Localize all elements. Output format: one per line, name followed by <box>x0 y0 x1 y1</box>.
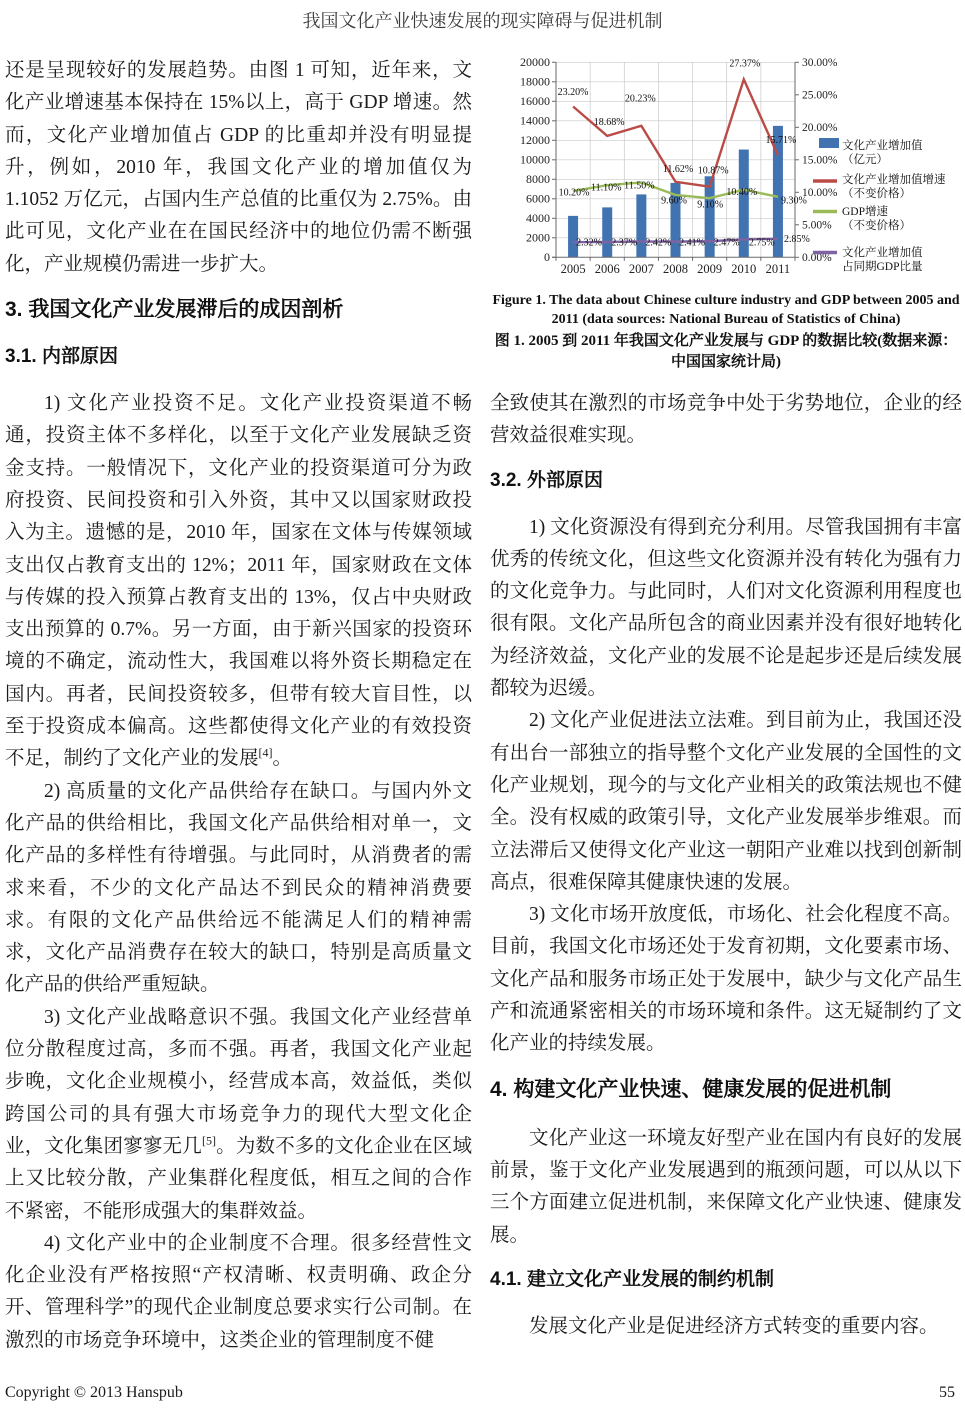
subsection-heading-4-1: 4.1. 建立文化产业发展的制约机制 <box>490 1268 774 1290</box>
svg-text:10.00%: 10.00% <box>802 187 838 200</box>
paragraph-text: 1) 文化产业投资不足。文化产业投资渠道不畅通，投资主体不多样化，以至于文化产业发展缺乏资金支持。一般情况下，文化产业的投资渠道可分为政府投资、民间投资和引入外资，其中又以国家财政投入为主。遗憾的是，2010 年，国家在文体与传媒领域支出仅占教育支出的 12%；2011 年，国家财政在文体与传媒的投入预算占教育支出的 13%，仅占中央财政支出预算的 0.7%。另一方面，由于新兴国家的投资环境的不确定，流动性大，我国难以将外资长期稳定在国内。再者，民间投资较多，但带有较大盲目性，以至于投资成本偏高。这些都使得文化产业的有效投资不足，制约了文化产业的发展 <box>5 393 472 770</box>
page-footer <box>5 1384 955 1402</box>
paragraph-item-4: 4) 文化产业中的企业制度不合理。很多经营性文化企业没有严格按照“产权清晰、权责明确、政企分开、管理科学”的现代企业制度总要求实行公司制。在激烈的市场竞争环境中，这类企业的管理制度不健 <box>5 1232 472 1351</box>
paragraph-item-2: 2) 文化产业促进法立法难。到目前为止，我国还没有出台一部独立的指导整个文化产业发展的全国性的文化产业规划，现今的与文化产业相关的政策法规也不健全。没有权威的政策引导，文化产业发展举步维艰。而立法滞后又使得文化产业这一朝阳产业难以找到创新制高点，很难保障其健康快速的发展。 <box>490 710 962 893</box>
page-number: 55 <box>939 1384 955 1401</box>
svg-text:10.20%: 10.20% <box>558 187 590 199</box>
two-column-body <box>0 55 965 1357</box>
svg-text:2.75%: 2.75% <box>748 237 775 249</box>
svg-text:文化产业增加值: 文化产业增加值 <box>842 247 923 259</box>
section-heading-3: 3. 我国文化产业发展滞后的成因剖析 <box>5 298 344 322</box>
svg-text:11.50%: 11.50% <box>624 180 655 192</box>
svg-text:2.47%: 2.47% <box>713 237 740 249</box>
citation-ref-5: [5] <box>201 1133 216 1148</box>
svg-text:25.00%: 25.00% <box>802 89 838 102</box>
svg-text:2.85%: 2.85% <box>784 233 810 245</box>
svg-text:2009: 2009 <box>697 262 723 276</box>
subsection-heading-3-1: 3.1. 内部原因 <box>5 346 118 368</box>
svg-text:占同期GDP比量: 占同期GDP比量 <box>842 261 923 273</box>
svg-text:11.62%: 11.62% <box>662 163 694 175</box>
svg-text:18000: 18000 <box>520 74 550 89</box>
svg-text:5.00%: 5.00% <box>802 219 832 232</box>
paragraph-item-3: 3) 文化市场开放度低，市场化、社会化程度不高。目前，我国文化市场还处于发育初期，文化要素市场、文化产品和服务市场正处于发展中，缺少与文化产品生产和流通紧密相关的市场环境和条件。这无疑制约了文化产业的持续发展。 <box>490 904 962 1055</box>
svg-text:14000: 14000 <box>520 113 550 128</box>
svg-text:9.30%: 9.30% <box>781 195 807 207</box>
copyright-notice: Copyright © 2013 Hanspub <box>5 1384 183 1401</box>
section-heading-4: 4. 构建文化产业快速、健康发展的促进机制 <box>490 1077 892 1101</box>
svg-text:23.20%: 23.20% <box>557 87 589 98</box>
svg-text:GDP增速: GDP增速 <box>842 206 889 218</box>
svg-text:27.37%: 27.37% <box>729 58 761 70</box>
paragraph-item-3 <box>5 1002 472 1228</box>
svg-text:（亿元）: （亿元） <box>842 154 888 166</box>
figure1-caption-zh: 图 1. 2005 到 2011 年我国文化产业发展与 GDP 的数据比较(数据来源：中国国家统计局) <box>494 333 958 370</box>
figure1-caption-en: Figure 1. The data about Chinese culture industry and GDP between 2005 and 2011 (data sources: National Bureau of Statistics of China) <box>492 293 960 327</box>
paragraph-text: 3) 文化产业战略意识不强。我国文化产业经营单位分散程度过高，多而不强。再者，我国文化产业起步晚，文化企业规模小，经营成本高，效益低，类似跨国公司的具有强大市场竞争力的现代大型文化企业，文化集团寥寥无几 <box>5 1006 472 1157</box>
svg-text:2006: 2006 <box>594 262 620 276</box>
svg-text:2007: 2007 <box>628 262 654 276</box>
right-column <box>490 55 962 1357</box>
svg-text:文化产业增加值增速: 文化产业增加值增速 <box>842 174 946 186</box>
svg-text:11.10%: 11.10% <box>590 182 622 194</box>
paragraph-text: 。为数不多的文化企业在区域上又比较分散，产业集群化程度低，相互之间的合作不紧密，不能形成强大的集群效益。 <box>5 1135 472 1222</box>
paragraph-item-2: 2) 高质量的文化产品供给存在缺口。与国内外文化产品的供给相比，我国文化产品供给相对单一，文化产品的多样性有待增强。与此同时，从消费者的需求来看，不少的文化产品达不到民众的精神消费要求。有限的文化产品供给远不能满足人们的精神需求，文化产品消费存在较大的缺口，特别是高质量文化产品的供给严重短缺。 <box>5 780 472 996</box>
svg-text:文化产业增加值: 文化产业增加值 <box>842 140 923 152</box>
paragraph-4-1: 发展文化产业是促进经济方式转变的重要内容。 <box>529 1315 939 1337</box>
figure1-caption <box>490 292 962 372</box>
svg-text:0.00%: 0.00% <box>802 252 832 265</box>
svg-text:2.41%: 2.41% <box>679 237 705 249</box>
svg-text:6000: 6000 <box>526 191 550 206</box>
svg-text:0: 0 <box>544 250 550 265</box>
svg-text:15.71%: 15.71% <box>765 135 797 147</box>
svg-text:20.23%: 20.23% <box>624 93 656 105</box>
svg-text:10.40%: 10.40% <box>726 187 758 199</box>
svg-text:4000: 4000 <box>526 211 550 226</box>
paragraph-intro: 还是呈现较好的发展趋势。由图 1 可知，近年来，文化产业增速基本保持在 15%以上，高于 GDP 增速。然而，文化产业增加值占 GDP 的比重却并没有明显提升，例如，2010 年，我国文化产业的增加值仅为 1.1052 万亿元，占国内生产总值的比重仅为 2.75%。由此可见，文化产业在在国民经济中的地位仍需不断强化，产业规模仍需进一步扩大。 <box>5 60 472 275</box>
svg-text:9.60%: 9.60% <box>661 195 687 207</box>
paragraph-item-1 <box>5 388 472 776</box>
citation-ref-4: [4] <box>258 745 273 760</box>
figure1 <box>490 55 962 372</box>
svg-text:12000: 12000 <box>520 133 550 148</box>
left-column <box>5 55 472 1357</box>
svg-text:30.00%: 30.00% <box>802 57 838 70</box>
paragraph-text: 。 <box>272 748 293 770</box>
svg-text:18.68%: 18.68% <box>593 116 625 128</box>
svg-text:15.00%: 15.00% <box>802 154 838 167</box>
svg-text:2.42%: 2.42% <box>645 237 672 249</box>
svg-text:2.37%: 2.37% <box>611 237 638 249</box>
svg-text:（不变价格）: （不变价格） <box>842 220 911 232</box>
paragraph-continuation: 全致使其在激烈的市场竞争中处于劣势地位，企业的经营效益很难实现。 <box>490 393 962 447</box>
svg-text:20.00%: 20.00% <box>802 122 838 135</box>
svg-text:2.32%: 2.32% <box>576 237 602 249</box>
svg-text:2005: 2005 <box>560 262 586 276</box>
svg-text:16000: 16000 <box>520 94 550 109</box>
svg-text:2000: 2000 <box>526 230 550 245</box>
running-title: 我国文化产业快速发展的现实障碍与促进机制 <box>302 11 663 31</box>
svg-text:2011: 2011 <box>765 262 791 276</box>
svg-text:10.87%: 10.87% <box>697 165 729 177</box>
svg-text:9.10%: 9.10% <box>697 199 724 211</box>
subsection-heading-3-2: 3.2. 外部原因 <box>490 469 603 491</box>
paragraph-section4-intro: 文化产业这一环境友好型产业在国内有良好的发展前景，鉴于文化产业发展遇到的瓶颈问题，可以从以下三个方面建立促进机制，来保障文化产业快速、健康发展。 <box>490 1127 962 1246</box>
svg-text:2008: 2008 <box>663 262 688 276</box>
svg-text:20000: 20000 <box>520 55 550 70</box>
svg-text:（不变价格）: （不变价格） <box>842 188 911 200</box>
svg-text:10000: 10000 <box>520 152 550 167</box>
paragraph-item-1: 1) 文化资源没有得到充分利用。尽管我国拥有丰富优秀的传统文化，但这些文化资源并没有转化为强有力的文化竞争力。与此同时，人们对文化资源利用程度也很有限。文化产品所包含的商业因素并没有很好地转化为经济效益，文化产业的发展不论是起步还是后续发展都较为迟缓。 <box>490 516 962 700</box>
svg-text:8000: 8000 <box>526 172 550 187</box>
svg-text:2010: 2010 <box>731 262 757 276</box>
page-header <box>0 0 965 33</box>
figure1-chart <box>494 55 964 283</box>
